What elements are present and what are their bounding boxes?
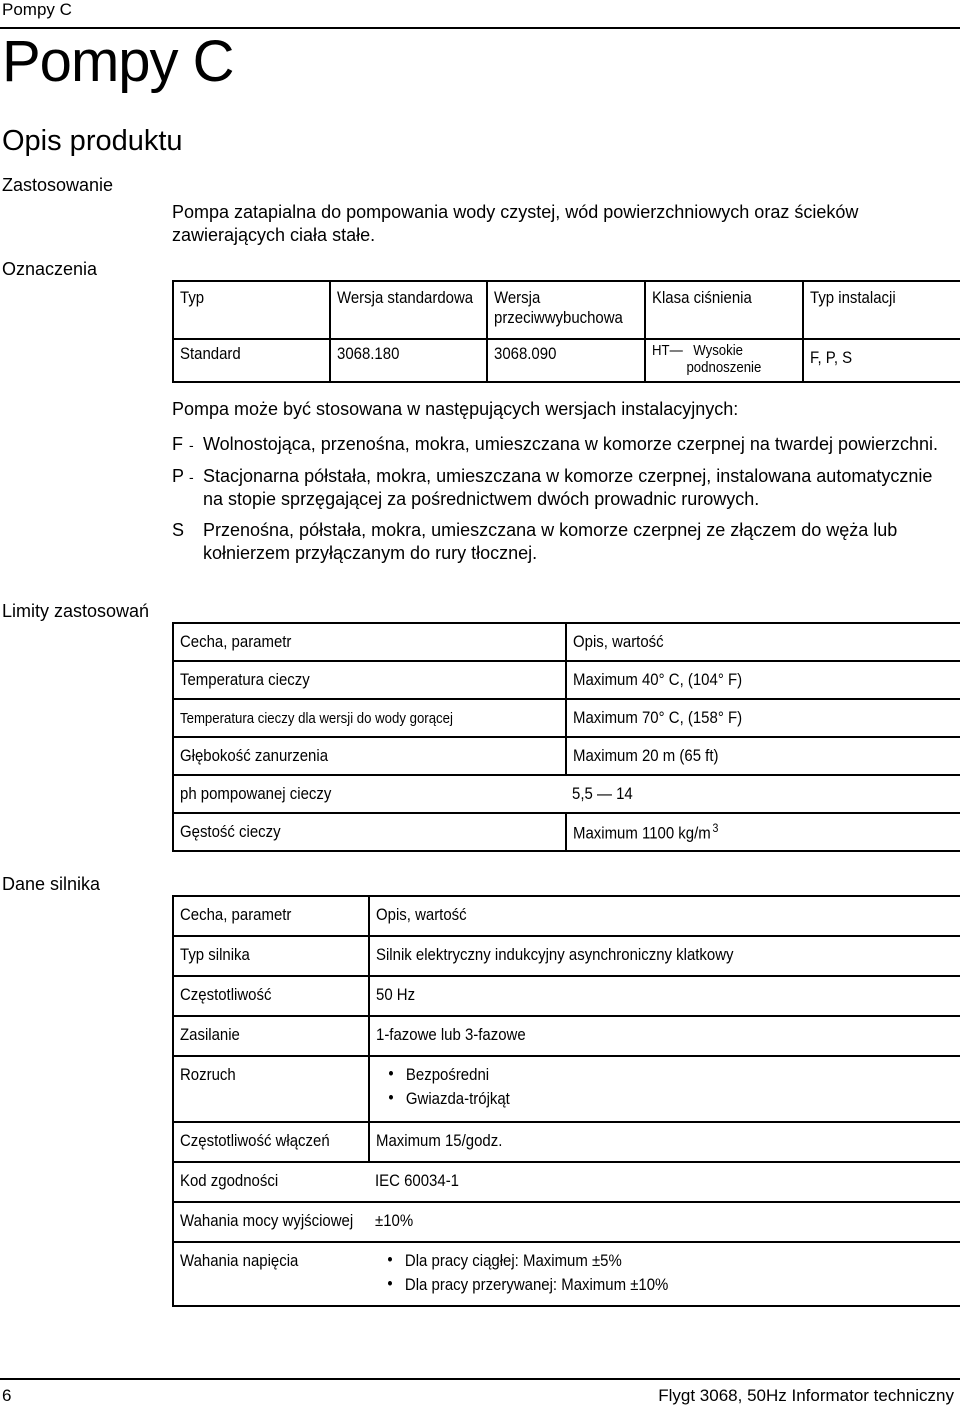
density-superscript: 3: [712, 820, 719, 835]
cell-pressure-class: [645, 339, 803, 382]
side-label-limits: Limity zastosowań: [2, 601, 150, 621]
limits-cell: Temperatura cieczy dla wersji do wody gorącej: [173, 699, 566, 737]
limits-cell: Maximum 70° C, (158° F): [566, 699, 960, 737]
motor-cell: Maximum 15/godz.: [369, 1122, 960, 1162]
motor-th-param: Cecha, parametr: [173, 896, 369, 936]
motor-cell: 50 Hz: [369, 976, 960, 1016]
motor-cell: [369, 1056, 960, 1122]
install-intro: Pompa może być stosowana w następujących wersjach instalacyjnych:: [172, 399, 739, 419]
th-standard: Wersja standardowa: [330, 281, 487, 339]
th-type: Typ: [173, 281, 330, 339]
motor-cell: Wahania napięcia: [180, 1251, 299, 1270]
th-explosion-proof: Wersja przeciwwybuchowa: [487, 281, 645, 339]
motor-cell: Typ silnika: [173, 936, 369, 976]
limits-cell: [566, 813, 960, 851]
footer-doc-title: Flygt 3068, 50Hz Informator techniczny: [658, 1386, 954, 1405]
th-pressure-class: Klasa ciśnienia: [645, 281, 803, 339]
cell-standard: 3068.180: [330, 339, 487, 382]
start-option: • Gwiazda-trójkąt: [376, 1089, 510, 1109]
motor-cell: Kod zgodności: [173, 1162, 369, 1202]
motor-cell: [369, 1242, 960, 1306]
application-text: Pompa zatapialna do pompowania wody czystej, wód powierzchniowych oraz ścieków zawierających ciała stałe.: [172, 202, 859, 245]
designation-table: [172, 280, 960, 383]
density-value: Maximum 1100 kg/m: [573, 823, 711, 843]
voltage-options: [375, 1251, 668, 1299]
limits-cell: ph pompowanej cieczy: [173, 775, 566, 813]
cell-installation: F, P, S: [810, 348, 853, 367]
install-item-p: P - Stacjonarna półstała, mokra, umieszczana w komorze czerpnej, instalowana automatycznie na stopie sprzęgającej za pośrednictwem dwóch prowadnic rurowych.: [172, 466, 933, 509]
side-label-designations: Oznaczenia: [2, 259, 98, 279]
footer-rule: [0, 1378, 960, 1380]
limits-cell: Gęstość cieczy: [173, 813, 566, 851]
limits-cell: Maximum 20 m (65 ft): [566, 737, 960, 775]
limits-table: [172, 622, 960, 852]
motor-cell: Rozruch: [173, 1056, 369, 1122]
motor-cell: Zasilanie: [173, 1016, 369, 1056]
motor-cell: Wahania mocy wyjściowej: [173, 1202, 369, 1242]
limits-cell: 5,5 — 14: [566, 775, 960, 813]
motor-cell: IEC 60034-1: [369, 1162, 960, 1202]
install-item-s: S Przenośna, półstała, mokra, umieszczana w komorze czerpnej ze złączem do węża lub kołnierzem przyłączanym do rury tłocznej.: [172, 520, 898, 563]
limits-cell: Temperatura cieczy: [173, 661, 566, 699]
cell-explosion-proof: 3068.090: [487, 339, 645, 382]
motor-cell: Silnik elektryczny indukcyjny asynchroniczny klatkowy: [369, 936, 960, 976]
motor-table: [172, 895, 960, 1307]
voltage-option: • Dla pracy przerywanej: Maximum ±10%: [375, 1275, 668, 1295]
limits-th-value: Opis, wartość: [566, 623, 960, 661]
side-label-motor: Dane silnika: [2, 874, 101, 894]
page-number: 6: [2, 1386, 12, 1405]
side-label-application: Zastosowanie: [2, 175, 114, 195]
pressure-code: HT—: [652, 342, 683, 359]
motor-cell: Częstotliwość: [173, 976, 369, 1016]
install-versions: [172, 433, 942, 573]
limits-cell: Maximum 40° C, (104° F): [566, 661, 960, 699]
section-title: Opis produktu: [2, 125, 183, 157]
th-installation-type: Typ instalacji: [803, 281, 960, 339]
cell-type: Standard: [173, 339, 330, 382]
start-option: • Bezpośredni: [376, 1065, 510, 1085]
voltage-option: • Dla pracy ciągłej: Maximum ±5%: [375, 1251, 668, 1271]
pressure-desc: Wysokie podnoszenie: [686, 342, 762, 376]
install-item-f: F - Wolnostojąca, przenośna, mokra, umieszczana w komorze czerpnej na twardej powierzchni.: [172, 434, 939, 454]
motor-cell: ±10%: [369, 1202, 960, 1242]
motor-cell: 1-fazowe lub 3-fazowe: [369, 1016, 960, 1056]
start-options: [376, 1065, 510, 1113]
motor-cell: Częstotliwość włączeń: [173, 1122, 369, 1162]
motor-th-value: Opis, wartość: [369, 896, 960, 936]
limits-cell: Głębokość zanurzenia: [173, 737, 566, 775]
page-title: Pompy C: [2, 29, 234, 94]
running-header: Pompy C: [2, 0, 72, 19]
limits-th-param: Cecha, parametr: [173, 623, 566, 661]
